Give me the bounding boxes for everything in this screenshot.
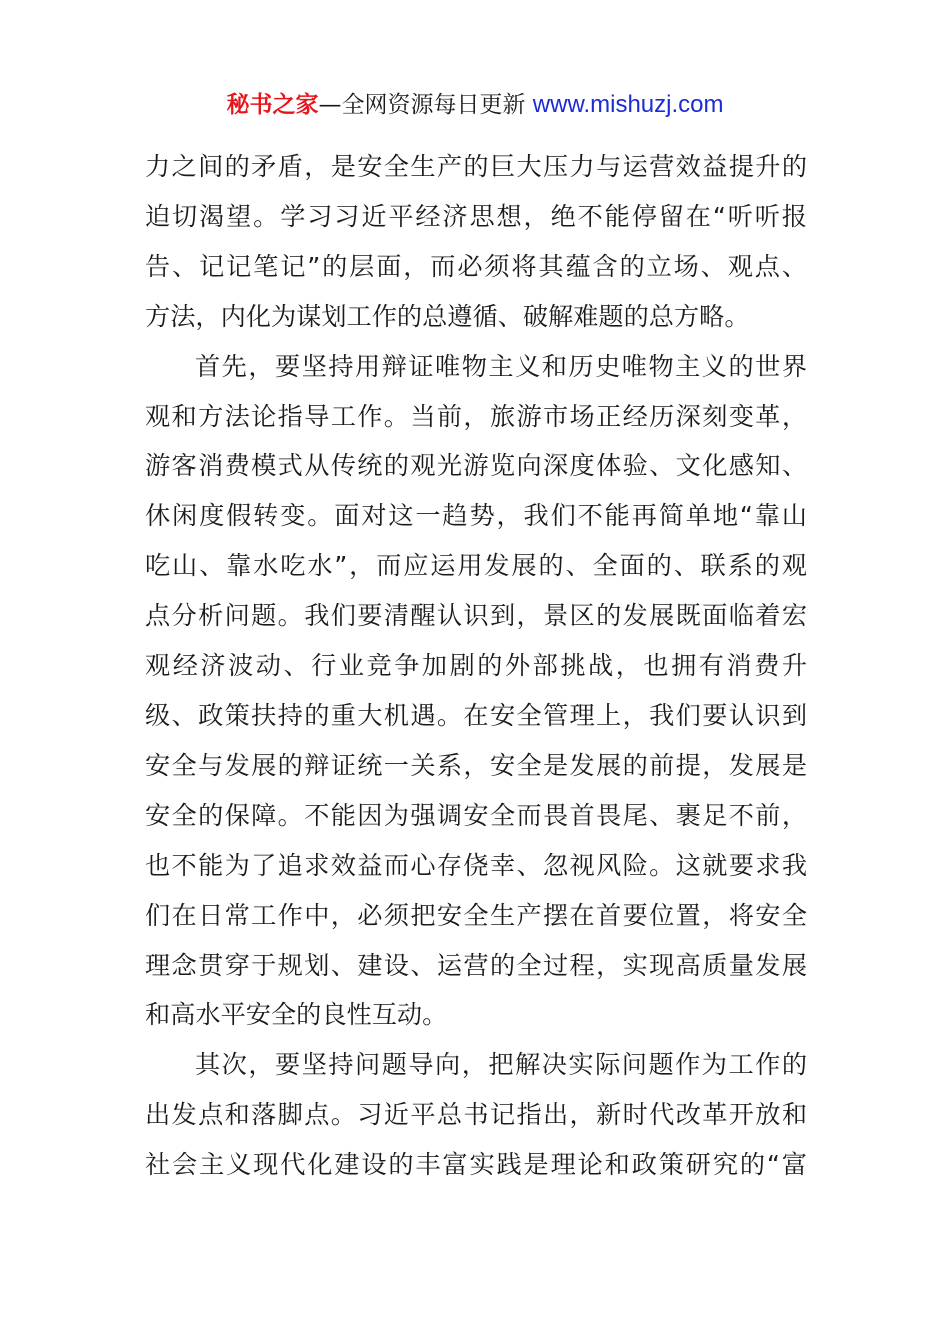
document-body bbox=[145, 142, 807, 1190]
text-line: 安全的保障。不能因为强调安全而畏首畏尾、裹足不前， bbox=[145, 800, 807, 830]
text-line: 也不能为了追求效益而心存侥幸、忽视风险。这就要求我 bbox=[145, 850, 807, 880]
text-line: 首先，要坚持用辩证唯物主义和历史唯物主义的世界 bbox=[195, 351, 807, 381]
paragraph-1 bbox=[145, 142, 807, 342]
text-line: 游客消费模式从传统的观光游览向深度体验、文化感知、 bbox=[145, 451, 807, 481]
text-line: 点分析问题。我们要清醒认识到，景区的发展既面临着宏 bbox=[145, 601, 807, 631]
text-line: 级、政策扶持的重大机遇。在安全管理上，我们要认识到 bbox=[145, 700, 807, 730]
text-line: 和高水平安全的良性互动。 bbox=[145, 1000, 448, 1030]
text-line: 安全与发展的辩证统一关系，安全是发展的前提，发展是 bbox=[145, 750, 807, 780]
site-tagline: —全网资源每日更新 bbox=[318, 92, 533, 118]
text-line: 观和方法论指导工作。当前，旅游市场正经历深刻变革， bbox=[145, 401, 807, 431]
text-line: 力之间的矛盾，是安全生产的巨大压力与运营效益提升的 bbox=[145, 152, 807, 181]
text-line: 迫切渴望。学习习近平经济思想，绝不能停留在“听听报 bbox=[145, 201, 807, 231]
text-line: 出发点和落脚点。习近平总书记指出，新时代改革开放和 bbox=[145, 1100, 807, 1130]
site-name: 秘书之家 bbox=[226, 92, 319, 118]
text-line: 方法，内化为谋划工作的总遵循、破解难题的总方略。 bbox=[145, 301, 750, 331]
site-url-link[interactable]: www.mishuzj.com bbox=[532, 91, 724, 118]
text-line: 告、记记笔记”的层面，而必须将其蕴含的立场、观点、 bbox=[145, 251, 807, 281]
text-line: 理念贯穿于规划、建设、运营的全过程，实现高质量发展 bbox=[145, 950, 807, 980]
text-line: 观经济波动、行业竞争加剧的外部挑战，也拥有消费升 bbox=[145, 651, 807, 681]
text-line: 社会主义现代化建设的丰富实践是理论和政策研究的“富 bbox=[145, 1150, 807, 1180]
text-line: 其次，要坚持问题导向，把解决实际问题作为工作的 bbox=[195, 1050, 807, 1080]
page-header bbox=[0, 88, 950, 122]
text-line: 们在日常工作中，必须把安全生产摆在首要位置，将安全 bbox=[145, 900, 807, 930]
paragraph-3 bbox=[145, 1040, 807, 1190]
text-line: 休闲度假转变。面对这一趋势，我们不能再简单地“靠山 bbox=[145, 501, 807, 531]
paragraph-2 bbox=[145, 342, 807, 1041]
text-line: 吃山、靠水吃水”，而应运用发展的、全面的、联系的观 bbox=[145, 551, 807, 581]
